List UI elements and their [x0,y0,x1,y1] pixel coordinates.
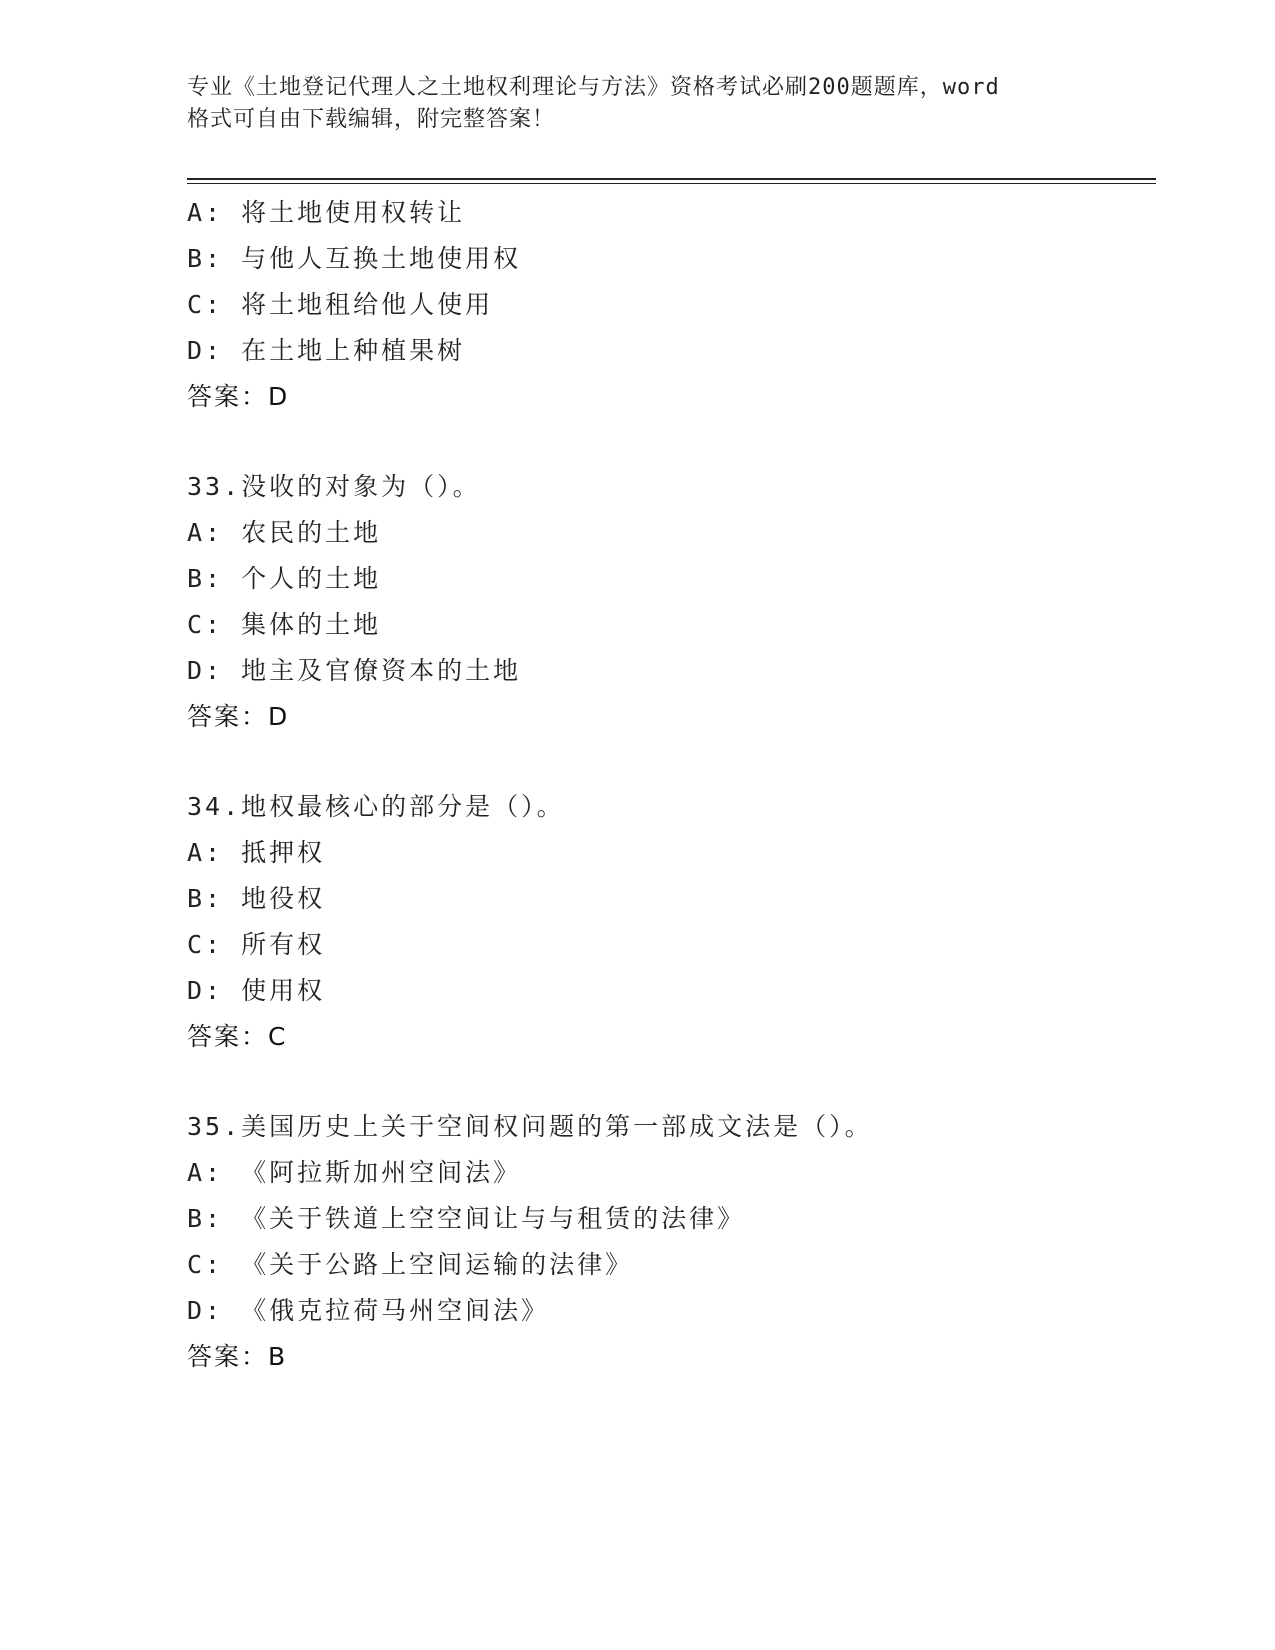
option-a: A: 将土地使用权转让 [187,198,466,227]
document-header [187,72,1067,136]
option-b: B: 与他人互换土地使用权 [187,244,522,273]
answer-line: 答案：D [187,382,290,411]
header-line-1: 专业《土地登记代理人之土地权利理论与方法》资格考试必刷200题题库，word [187,75,1000,100]
option-d: D: 《俄克拉荷马州空间法》 [187,1296,550,1325]
option-b: B: 《关于铁道上空空间让与与租赁的法律》 [187,1204,746,1233]
question-text: 33.没收的对象为（）。 [187,472,481,501]
option-c: C: 集体的土地 [187,610,382,639]
option-d: D: 在土地上种植果树 [187,336,466,365]
option-a: A: 《阿拉斯加州空间法》 [187,1158,522,1187]
answer-line: 答案：D [187,702,290,731]
question-text: 35.美国历史上关于空间权问题的第一部成文法是（）。 [187,1112,873,1141]
option-d: D: 地主及官僚资本的土地 [187,656,522,685]
question-block-32 [187,190,1147,420]
option-a: A: 抵押权 [187,838,326,867]
option-a: A: 农民的土地 [187,518,382,547]
header-line-2: 格式可自由下载编辑，附完整答案！ [187,107,556,132]
header-rule-thick [187,178,1156,180]
option-d: D: 使用权 [187,976,326,1005]
option-b: B: 个人的土地 [187,564,382,593]
question-text: 34.地权最核心的部分是（）。 [187,792,565,821]
header-rule-thin [187,183,1156,184]
option-c: C: 所有权 [187,930,326,959]
option-c: C: 《关于公路上空间运输的法律》 [187,1250,634,1279]
question-block-35 [187,1104,1147,1380]
question-block-34 [187,784,1147,1060]
answer-line: 答案：B [187,1342,288,1371]
option-b: B: 地役权 [187,884,326,913]
question-content [187,190,1147,1380]
question-block-33 [187,464,1147,740]
answer-line: 答案：C [187,1022,288,1051]
option-c: C: 将土地租给他人使用 [187,290,494,319]
